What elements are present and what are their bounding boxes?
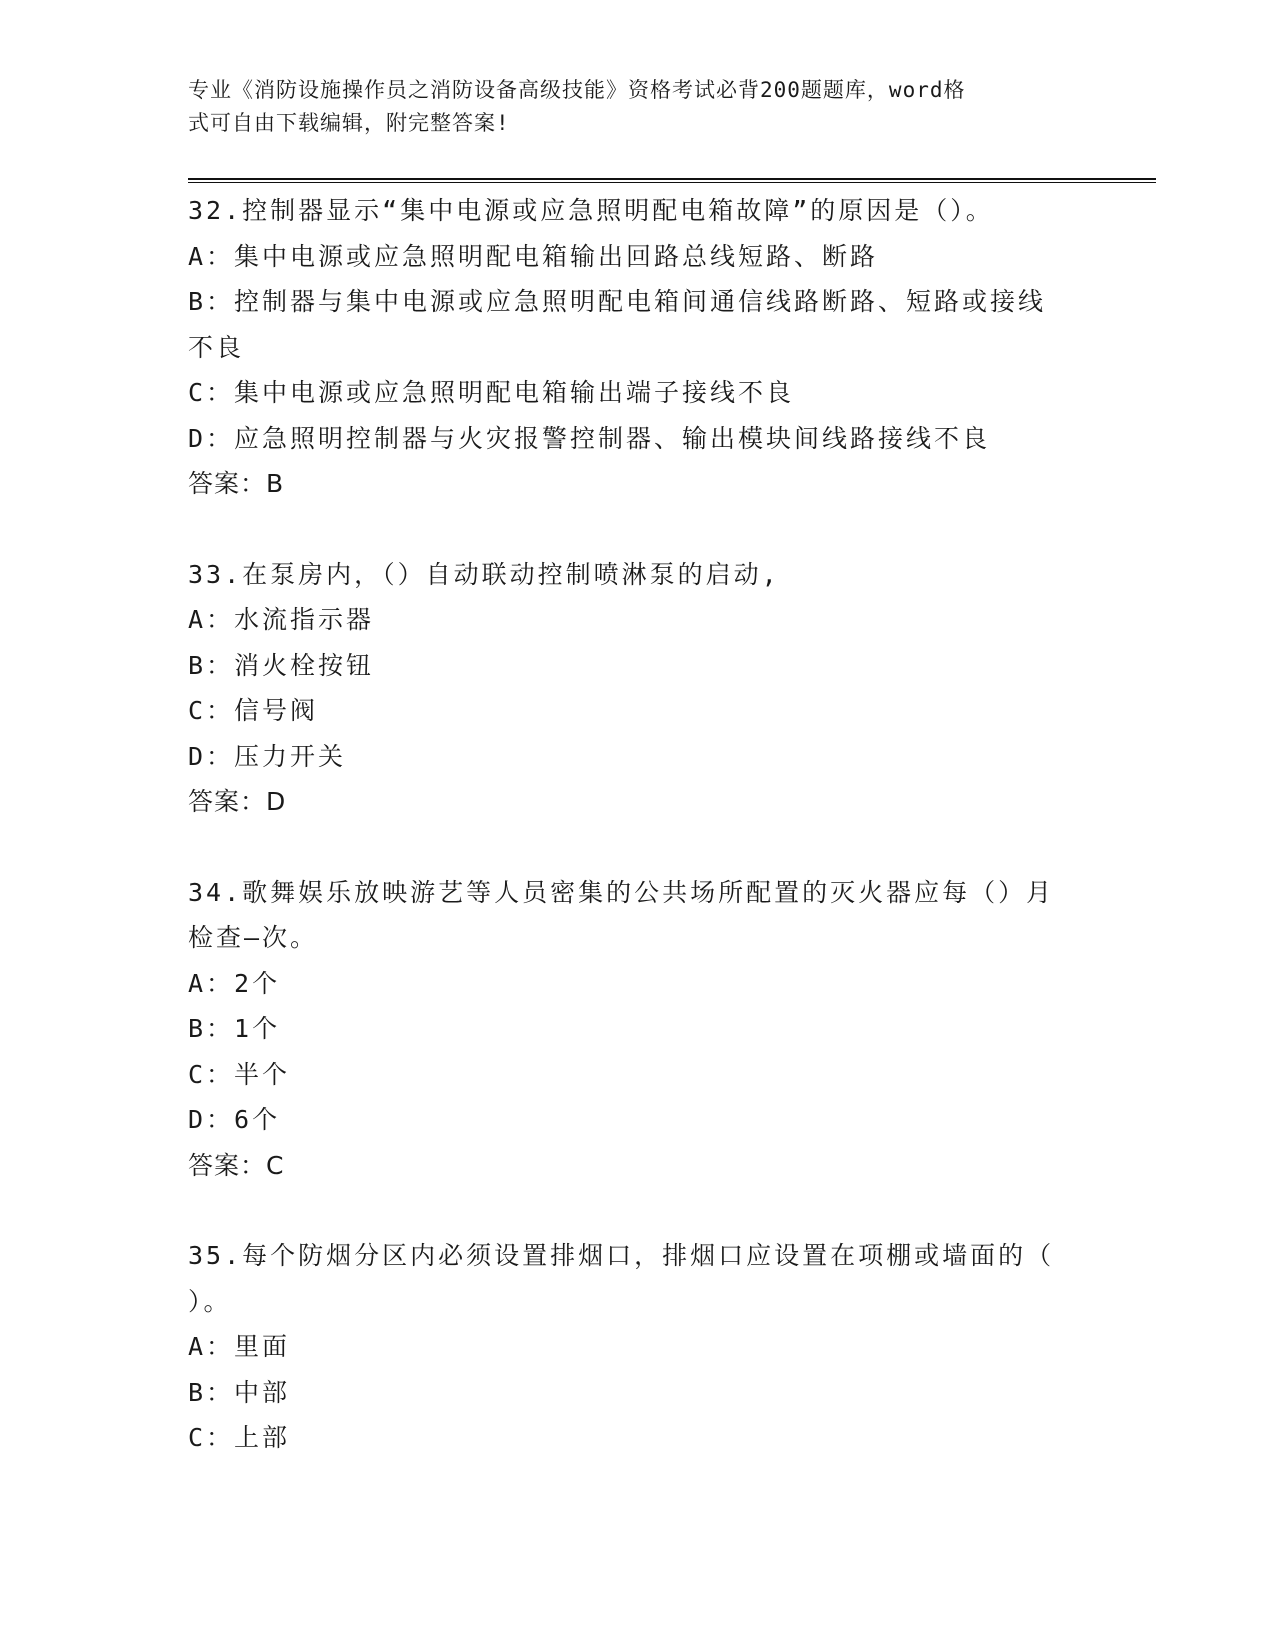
option-b: B：消火栓按钮: [188, 650, 375, 680]
option-b: B：中部: [188, 1377, 291, 1407]
question-list: [188, 188, 1088, 1506]
question-stem-continued: ）。: [188, 1286, 232, 1316]
option-d: D：应急照明控制器与火灾报警控制器、输出模块间线路接线不良: [188, 423, 991, 453]
header-divider: [188, 178, 1156, 183]
option-c: C：半个: [188, 1059, 291, 1089]
option-a: A：集中电源或应急照明配电箱输出回路总线短路、断路: [188, 241, 879, 271]
option-a: A：里面: [188, 1332, 291, 1361]
header-line-2: 式可自由下载编辑，附完整答案!: [188, 111, 510, 135]
option-c: C：信号阀: [188, 696, 319, 725]
option-b-continued: 不良: [188, 332, 245, 362]
option-b: B：1个: [188, 1014, 281, 1043]
document-header: [188, 74, 1088, 140]
option-a: A：2个: [188, 968, 281, 998]
option-c: C：集中电源或应急照明配电箱输出端子接线不良: [188, 378, 795, 407]
answer-line: 答案：D: [188, 787, 287, 816]
option-d: D：压力开关: [188, 741, 347, 771]
question-35: [188, 1233, 1088, 1461]
question-34: [188, 870, 1088, 1189]
question-stem: 33.在泵房内，（）自动联动控制喷淋泵的启动,: [188, 559, 780, 589]
question-stem: 34.歌舞娱乐放映游艺等人员密集的公共场所配置的灭火器应每（）月: [188, 877, 1055, 907]
question-stem: 35.每个防烟分区内必须设置排烟口，排烟口应设置在项棚或墙面的（: [188, 1241, 1055, 1270]
option-d: D：6个: [188, 1105, 281, 1134]
answer-line: 答案：B: [188, 469, 285, 498]
option-a: A：水流指示器: [188, 605, 375, 634]
question-stem: 32.控制器显示“集中电源或应急照明配电箱故障”的原因是（）。: [188, 196, 994, 225]
answer-line: 答案：C: [188, 1150, 285, 1180]
header-line-1: 专业《消防设施操作员之消防设备高级技能》资格考试必背200题题库，word格: [188, 78, 966, 102]
option-b: B：控制器与集中电源或应急照明配电箱间通信线路断路、短路或接线: [188, 287, 1047, 316]
question-stem-continued: 检查—次。: [188, 923, 319, 952]
option-c: C：上部: [188, 1423, 291, 1452]
question-33: [188, 552, 1088, 825]
question-32: [188, 188, 1088, 507]
